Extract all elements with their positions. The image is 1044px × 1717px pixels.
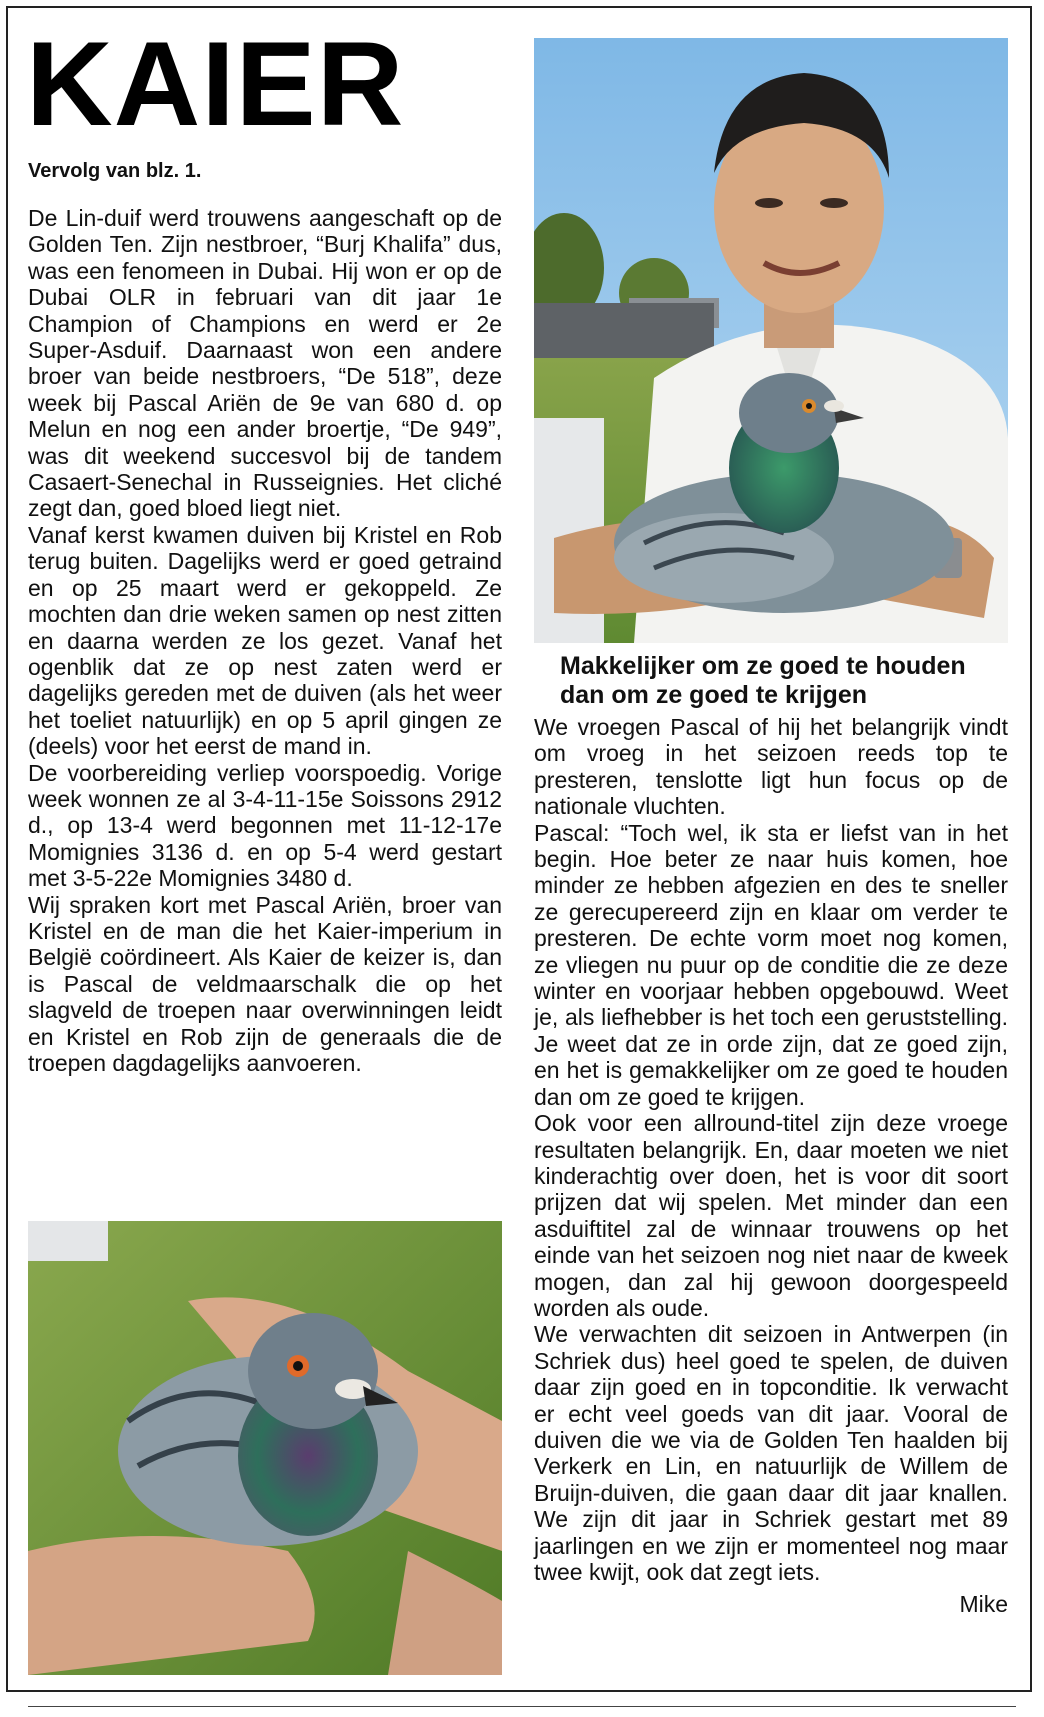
photo-man-with-pigeon	[534, 38, 1008, 643]
subheading: Makkelijker om ze goed te houden dan om ze goed te krijgen	[560, 652, 966, 709]
paragraph: Wij spraken kort met Pascal Ariën, broer van Kristel en de man die het Kaier-imperium in België coördineert. Als Kaier de keizer is, dan is Pascal de veldmaarschalk die op het slagveld de troepen naar overwinningen leidt en Kristel en Rob zijn de generaals die de troepen dagdagelijks aanvoeren.	[28, 891, 502, 1076]
paragraph: Vanaf kerst kwamen duiven bij Kristel en Rob terug buiten. Dagelijks werd er goed getraind en op 25 maart werd er gekoppeld. Ze mochten dan drie weken samen op nest zitten en daarna werden ze los gezet. Vanaf het ogenblik dat ze op nest zaten werd er dagelijks gereden met de duiven (als het weer het toeliet natuurlijk) en op 5 april gingen ze (deels) voor het eerst de mand in.	[28, 521, 502, 760]
paragraph: We vroegen Pascal of hij het belangrijk vindt om vroeg in het seizoen reeds top te presteren, tenslotte ligt hun focus op de nationale vluchten.	[534, 714, 1008, 820]
byline: Mike	[959, 1591, 1008, 1618]
paragraph: De voorbereiding verliep voorspoedig. Vorige week wonnen ze al 3-4-11-15e Soissons 2912 d., op 13-4 werd begonnen met 11-12-17e Momignies 3136 d. en op 5-4 werd gestart met 3-5-22e Momignies 3480 d.	[28, 759, 502, 892]
paragraph: Pascal: “Toch wel, ik sta er liefst van in het begin. Hoe beter ze naar huis komen, hoe minder ze hebben afgezien en des te sneller ze gerecupereerd zijn en klaar om verder te presteren. De echte vorm moet nog komen, ze vliegen nu puur op de conditie die ze deze winter en voorjaar hebben opgebouwd. Weet je, als liefhebber is het toch een geruststelling. Je weet dat ze in orde zijn, dat ze goed zijn, en het is gemakkelijker om ze goed te houden dan om ze goed te krijgen.	[534, 819, 1008, 1110]
bottom-rule	[28, 1706, 1016, 1707]
continued-label: Vervolg van blz. 1.	[28, 160, 202, 182]
photo-pigeon-in-hands	[28, 1221, 502, 1675]
masthead-title: KAIER	[26, 17, 405, 151]
paragraph: We verwachten dit seizoen in Antwerpen (in Schriek dus) heel goed te spelen, de duiven daar zijn goed en in topconditie. Ik verwacht er echt veel goeds van dit jaar. Vooral de duiven die we via de Golden Ten haalden bij Verkerk en Lin, en natuurlijk de Willem de Bruijn-duiven, die gaan daar dit jaar knallen. We zijn dit jaar in Schriek gestart met 89 jaarlingen en we zijn er momenteel nog maar twee kwijt, ook dat zegt iets.	[534, 1321, 1008, 1585]
paragraph: Ook voor een allround-titel zijn deze vroege resultaten belangrijk. En, daar moeten we niet kinderachtig over doen, het is voor dit soort prijzen dat wij spelen. Met minder dan een asduiftitel zal de winnaar trouwens op het einde van het seizoen nog niet naar de kweek mogen, dan zal hij gewoon doorgespeeld worden als oude.	[534, 1110, 1008, 1321]
left-column	[28, 160, 502, 1076]
paragraph: De Lin-duif werd trouwens aangeschaft op de Golden Ten. Zijn nestbroer, “Burj Khalifa” dus, was een fenomeen in Dubai. Hij won er op de Dubai OLR in februari van dit jaar 1e Champion of Champions en werd er 2e Super-Asduif. Daarnaast won een andere broer van beide nestbroers, “De 518”, deze week bij Pascal Ariën de 9e van 680 d. op Melun en nog een ander broertje, “De 949”, was dit weekend succesvol bij de tandem Casaert-Senechal in Russeignies. Het cliché zegt dan, goed bloed liegt niet.	[28, 205, 502, 522]
right-column	[534, 652, 1008, 1617]
